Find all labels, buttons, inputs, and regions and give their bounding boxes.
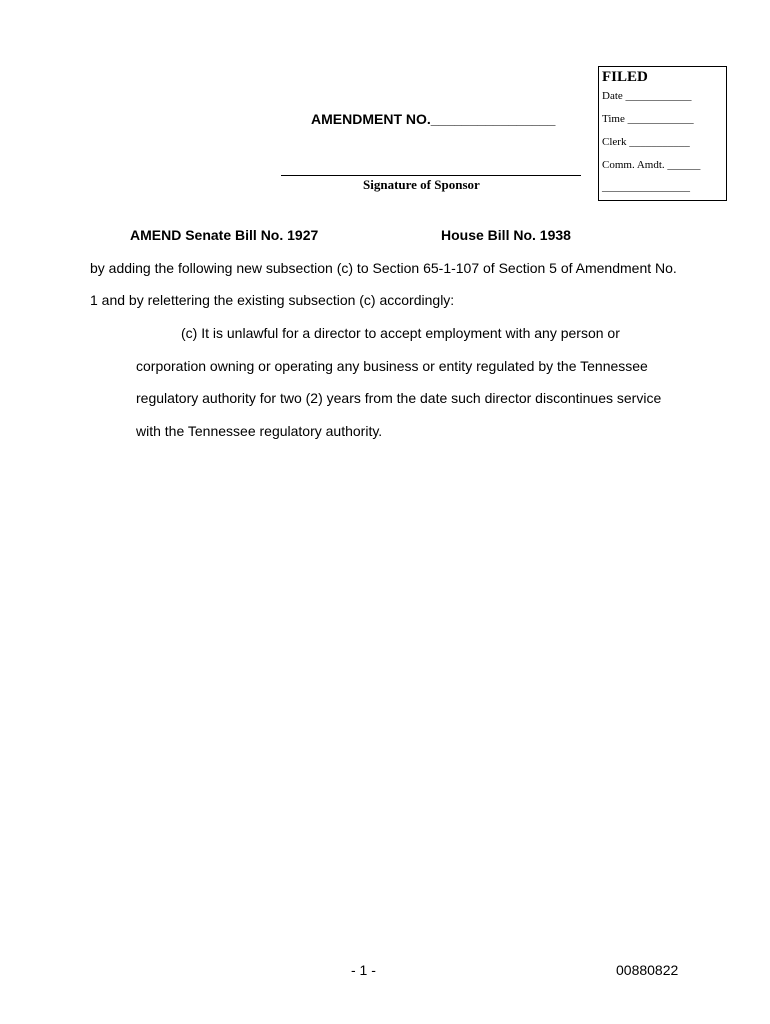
filed-time-field: Time ____________: [602, 113, 694, 125]
filed-blank-line: ________________: [602, 181, 690, 193]
filed-clerk-field: Clerk ___________: [602, 136, 690, 148]
filed-stamp-box: [598, 66, 727, 201]
senate-bill-heading: AMEND Senate Bill No. 1927: [130, 227, 319, 243]
subsection-line-4: with the Tennessee regulatory authority.: [136, 423, 383, 439]
amendment-number-heading: AMENDMENT NO.________________: [311, 111, 556, 127]
signature-line: [281, 175, 581, 176]
intro-text-line-1: by adding the following new subsection (c) to Section 65-1-107 of Section 5 of Amendment No.: [90, 260, 677, 276]
subsection-line-1: (c) It is unlawful for a director to accept employment with any person or: [181, 325, 620, 341]
signature-of-sponsor-label: Signature of Sponsor: [363, 177, 480, 192]
subsection-line-3: regulatory authority for two (2) years from the date such director discontinues service: [136, 390, 662, 406]
document-code: 00880822: [616, 962, 679, 978]
page-number: - 1 -: [351, 962, 376, 978]
house-bill-heading: House Bill No. 1938: [441, 227, 571, 243]
subsection-line-2: corporation owning or operating any business or entity regulated by the Tennessee: [136, 358, 648, 374]
filed-title: FILED: [602, 69, 648, 85]
intro-text-line-2: 1 and by relettering the existing subsection (c) accordingly:: [90, 292, 455, 308]
filed-date-field: Date ____________: [602, 90, 692, 102]
filed-comm-amdt-field: Comm. Amdt. ______: [602, 159, 701, 171]
